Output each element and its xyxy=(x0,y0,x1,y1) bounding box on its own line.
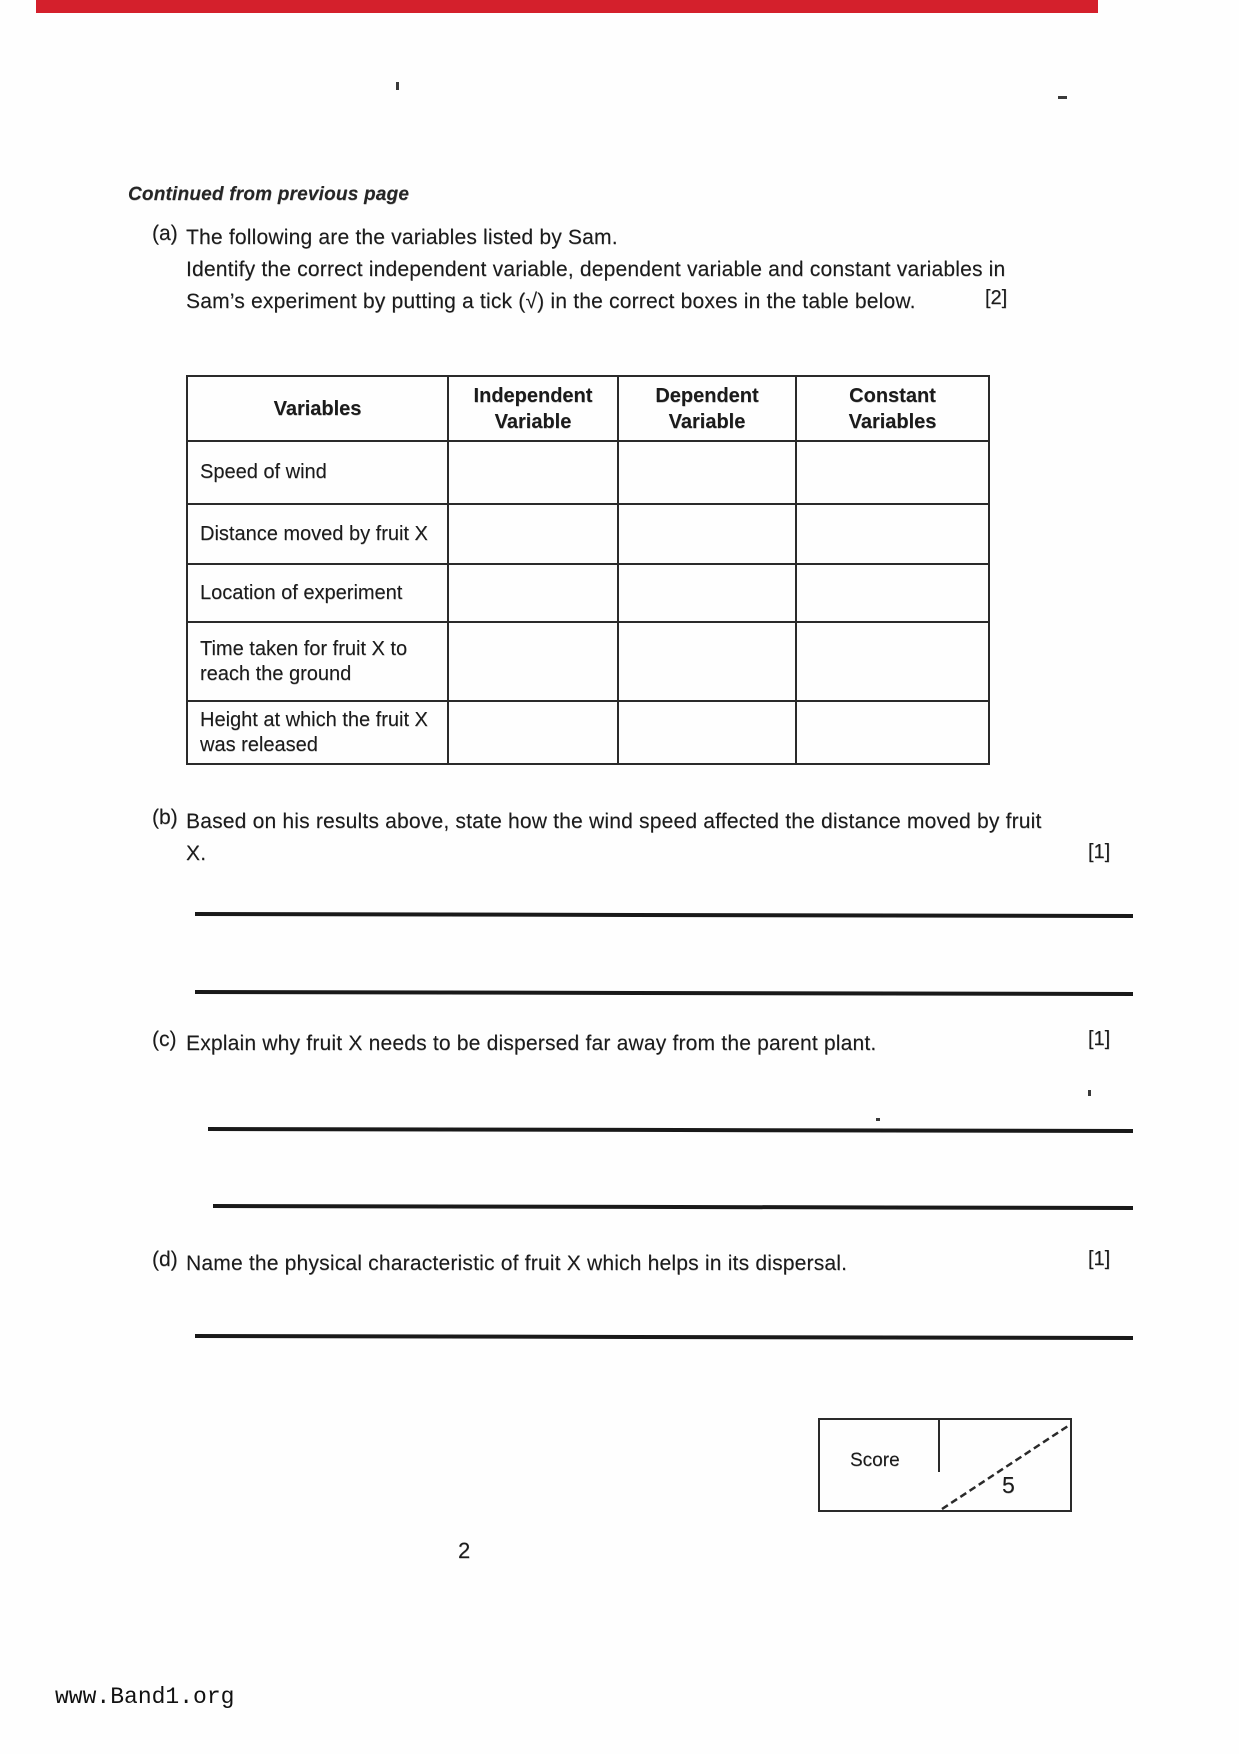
question-c-marks: [1] xyxy=(1088,1028,1111,1050)
table-row xyxy=(187,504,989,564)
header-constant-line1: Constant xyxy=(849,384,936,407)
scan-speck xyxy=(1058,96,1067,99)
tick-cell xyxy=(618,504,796,564)
answer-line xyxy=(195,912,1133,918)
question-a-label: (a) xyxy=(152,222,178,245)
top-red-bar xyxy=(36,0,1098,13)
table-header-row xyxy=(187,376,989,441)
question-a-line3: Sam’s experiment by putting a tick (√) in the correct boxes in the table below. xyxy=(186,290,916,313)
question-a-text xyxy=(186,222,1046,318)
row-label-distance-moved: Distance moved by fruit X xyxy=(187,504,448,564)
answer-line xyxy=(208,1127,1133,1133)
tick-cell xyxy=(618,701,796,764)
row-label-speed-of-wind: Speed of wind xyxy=(187,441,448,504)
header-dependent-line1: Dependent xyxy=(655,384,759,407)
tick-cell xyxy=(448,441,618,504)
answer-line xyxy=(195,990,1133,996)
question-a-marks: [2] xyxy=(985,287,1008,309)
question-d-marks: [1] xyxy=(1088,1248,1111,1270)
question-b-text xyxy=(186,806,1146,870)
question-d-line1: Name the physical characteristic of fruit X which helps in its dispersal. xyxy=(186,1252,848,1275)
header-dependent-line2: Variable xyxy=(668,410,746,433)
question-c-text xyxy=(186,1028,1126,1060)
row-label-time-taken: Time taken for fruit X to reach the ground xyxy=(187,622,448,701)
variables-table xyxy=(186,375,990,765)
header-dependent-variable xyxy=(618,376,796,441)
question-c-label: (c) xyxy=(152,1028,177,1051)
question-b-line1: Based on his results above, state how the wind speed affected the distance moved by fruit xyxy=(186,810,1042,833)
footer-site-url: www.Band1.org xyxy=(55,1684,235,1710)
header-independent-line2: Variable xyxy=(494,410,572,433)
continued-note: Continued from previous page xyxy=(128,184,410,205)
score-total: 5 xyxy=(1002,1472,1015,1498)
question-a-line1: The following are the variables listed by Sam. xyxy=(186,226,618,249)
tick-cell xyxy=(448,504,618,564)
tick-cell xyxy=(448,564,618,622)
tick-cell xyxy=(448,701,618,764)
score-label: Score xyxy=(850,1450,900,1471)
answer-line xyxy=(213,1204,1133,1210)
scan-speck xyxy=(396,82,399,90)
page-number: 2 xyxy=(458,1538,471,1563)
question-c-line1: Explain why fruit X needs to be dispersed far away from the parent plant. xyxy=(186,1032,877,1055)
header-independent-variable xyxy=(448,376,618,441)
tick-cell xyxy=(796,441,989,504)
tick-cell xyxy=(796,564,989,622)
tick-cell xyxy=(796,701,989,764)
header-independent-line1: Independent xyxy=(473,384,593,407)
score-box xyxy=(818,1418,1072,1512)
score-diagonal-line xyxy=(820,1420,1070,1510)
tick-cell xyxy=(618,564,796,622)
table-row xyxy=(187,622,989,701)
scan-speck xyxy=(876,1118,880,1121)
question-d-label: (d) xyxy=(152,1248,178,1271)
tick-cell xyxy=(796,622,989,701)
row-label-location: Location of experiment xyxy=(187,564,448,622)
table-row xyxy=(187,564,989,622)
tick-cell xyxy=(796,504,989,564)
header-constant-line2: Variables xyxy=(848,410,937,433)
answer-line xyxy=(195,1334,1133,1340)
header-constant-variables xyxy=(796,376,989,441)
scan-speck xyxy=(1088,1090,1091,1096)
question-b-line2: X. xyxy=(186,842,207,865)
table-row xyxy=(187,701,989,764)
tick-cell xyxy=(448,622,618,701)
header-variables-label: Variables xyxy=(273,397,362,420)
question-d-text xyxy=(186,1248,1126,1280)
row-label-height-released: Height at which the fruit X was released xyxy=(187,701,448,764)
tick-cell xyxy=(618,622,796,701)
header-variables xyxy=(187,376,448,441)
tick-cell xyxy=(618,441,796,504)
question-b-marks: [1] xyxy=(1088,841,1111,863)
table-row xyxy=(187,441,989,504)
question-b-label: (b) xyxy=(152,806,178,829)
question-a-line2: Identify the correct independent variable, dependent variable and constant variables in xyxy=(186,258,1006,281)
